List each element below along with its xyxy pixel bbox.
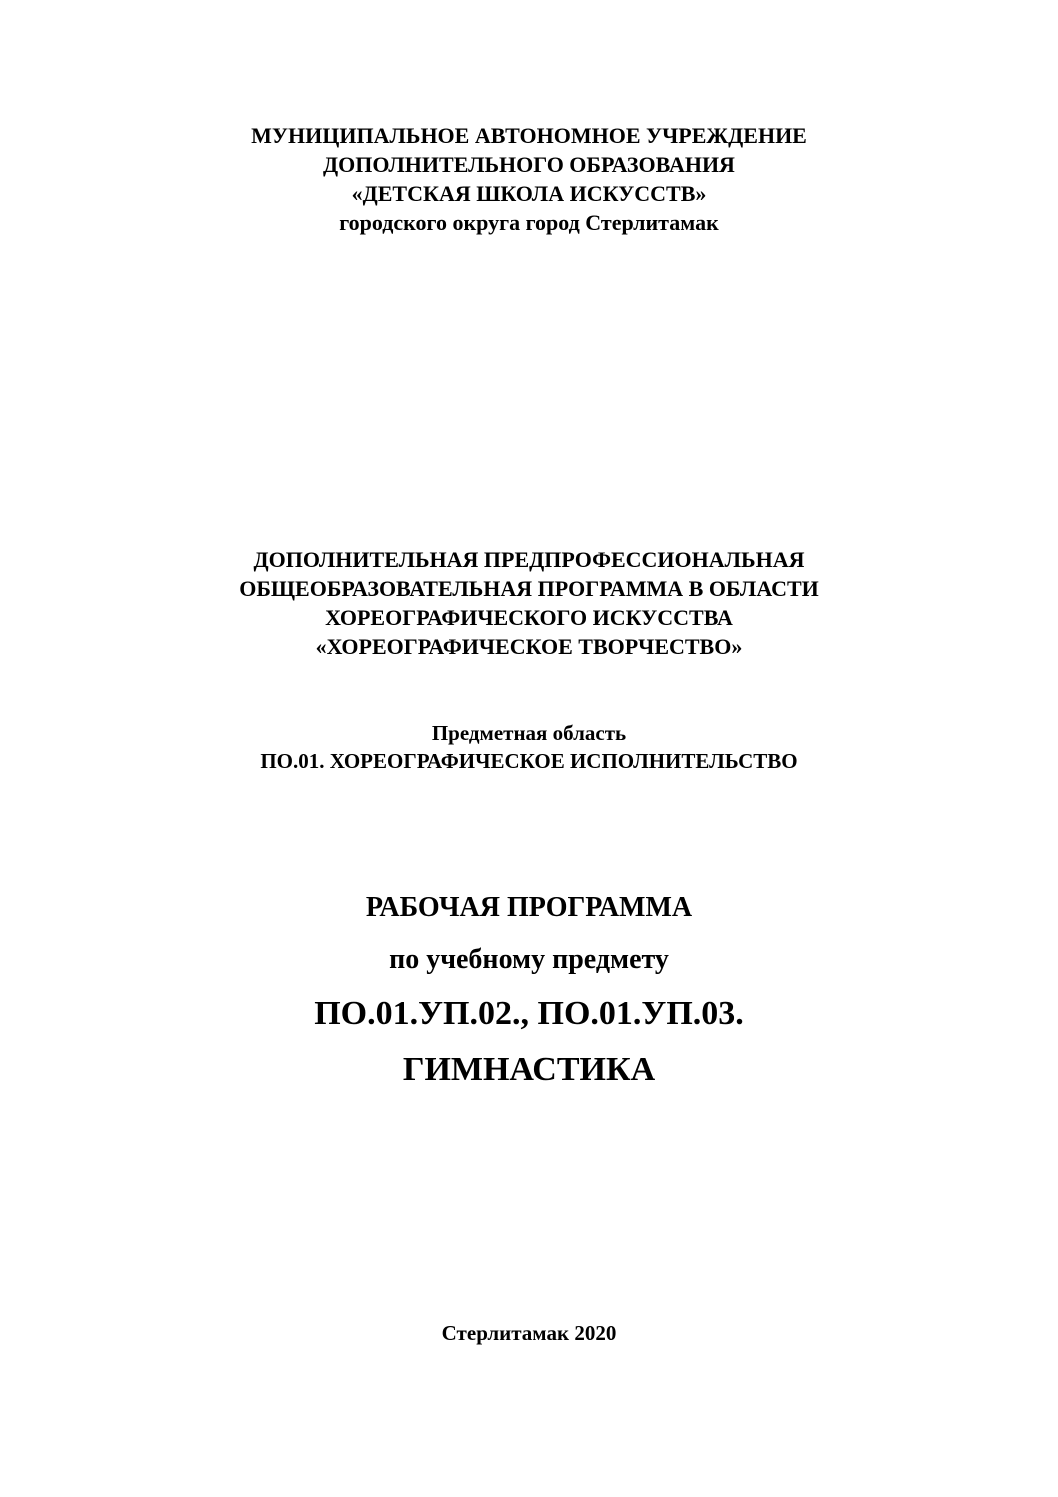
title-line-3: ПО.01.УП.02., ПО.01.УП.03.: [314, 995, 744, 1032]
title-line-4: ГИМНАСТИКА: [402, 1051, 656, 1088]
institution-line-2: ДОПОЛНИТЕЛЬНОГО ОБРАЗОВАНИЯ: [323, 152, 735, 177]
document-title: [0, 882, 1058, 1098]
subject-area-label: Предметная область: [431, 721, 627, 745]
program-line-1: ДОПОЛНИТЕЛЬНАЯ ПРЕДПРОФЕССИОНАЛЬНАЯ: [253, 547, 805, 572]
program-line-4: «ХОРЕОГРАФИЧЕСКОЕ ТВОРЧЕСТВО»: [315, 634, 743, 659]
program-line-3: ХОРЕОГРАФИЧЕСКОГО ИСКУССТВА: [325, 605, 733, 630]
title-line-1: РАБОЧАЯ ПРОГРАММА: [365, 892, 693, 923]
subject-area: [0, 719, 1058, 775]
institution-line-3: «ДЕТСКАЯ ШКОЛА ИСКУССТВ»: [351, 181, 707, 206]
place-year: [0, 1319, 1058, 1347]
institution-line-1: МУНИЦИПАЛЬНОЕ АВТОНОМНОЕ УЧРЕЖДЕНИЕ: [251, 123, 807, 148]
program-line-2: ОБЩЕОБРАЗОВАТЕЛЬНАЯ ПРОГРАММА В ОБЛАСТИ: [239, 576, 819, 601]
subject-area-value: ПО.01. ХОРЕОГРАФИЧЕСКОЕ ИСПОЛНИТЕЛЬСТВО: [260, 749, 798, 773]
institution-header: [0, 121, 1058, 237]
institution-line-4: городского округа город Стерлитамак: [339, 210, 719, 235]
title-line-2: по учебному предмету: [389, 944, 669, 975]
program-heading: [0, 545, 1058, 661]
place-year-text: Стерлитамак 2020: [441, 1321, 617, 1345]
